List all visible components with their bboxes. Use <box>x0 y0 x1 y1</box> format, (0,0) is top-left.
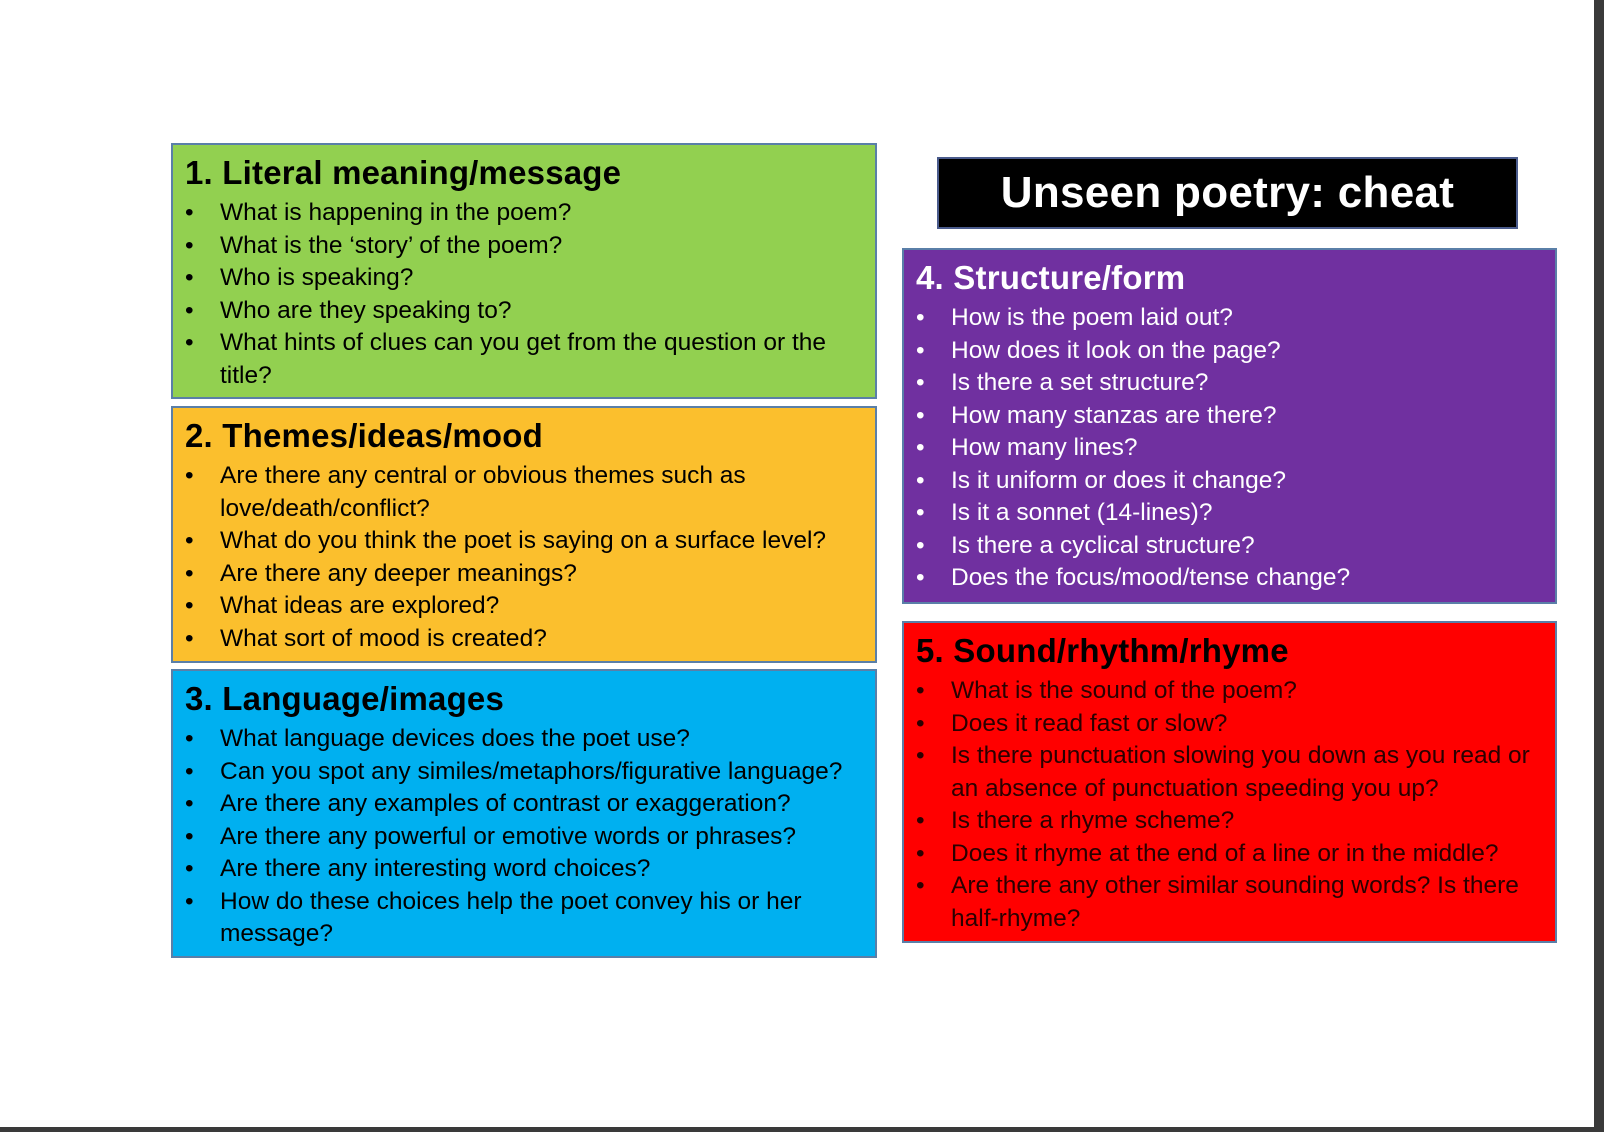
section-heading: 5. Sound/rhythm/rhyme <box>916 632 1289 669</box>
section-language <box>171 669 877 958</box>
section-heading: 4. Structure/form <box>916 259 1186 296</box>
list-item: • What is the ‘story’ of the poem? <box>185 230 861 263</box>
question-list <box>185 460 861 655</box>
list-item: • Is there punctuation slowing you down as you read or an absence of punctuation speeding you up? <box>916 740 1541 805</box>
list-item: • How is the poem laid out? <box>916 302 1541 335</box>
question-list <box>916 675 1541 935</box>
list-item: • Are there any central or obvious themes such as love/death/conflict? <box>185 460 861 525</box>
list-item: • How do these choices help the poet convey his or her message? <box>185 886 861 951</box>
list-item: • Can you spot any similes/metaphors/figurative language? <box>185 756 861 789</box>
list-item: • How does it look on the page? <box>916 335 1541 368</box>
list-item: • What do you think the poet is saying on a surface level? <box>185 525 861 558</box>
list-item: • What hints of clues can you get from the question or the title? <box>185 327 861 392</box>
list-item: • Is there a rhyme scheme? <box>916 805 1541 838</box>
question-list <box>185 197 861 392</box>
list-item: • Who is speaking? <box>185 262 861 295</box>
list-item: • What ideas are explored? <box>185 590 861 623</box>
page-title: Unseen poetry: cheat <box>937 157 1518 229</box>
list-item: • Are there any interesting word choices? <box>185 853 861 886</box>
list-item: • Does the focus/mood/tense change? <box>916 562 1541 595</box>
list-item: • Who are they speaking to? <box>185 295 861 328</box>
list-item: • Does it read fast or slow? <box>916 708 1541 741</box>
section-themes <box>171 406 877 663</box>
list-item: • Are there any examples of contrast or exaggeration? <box>185 788 861 821</box>
question-list <box>185 723 861 951</box>
list-item: • Is it uniform or does it change? <box>916 465 1541 498</box>
section-heading: 1. Literal meaning/message <box>185 154 622 191</box>
list-item: • Is there a set structure? <box>916 367 1541 400</box>
list-item: • What is the sound of the poem? <box>916 675 1541 708</box>
question-list <box>916 302 1541 595</box>
list-item: • Is it a sonnet (14-lines)? <box>916 497 1541 530</box>
section-heading: 2. Themes/ideas/mood <box>185 417 543 454</box>
section-heading: 3. Language/images <box>185 680 505 717</box>
section-sound <box>902 621 1557 943</box>
list-item: • What language devices does the poet use? <box>185 723 861 756</box>
list-item: • How many stanzas are there? <box>916 400 1541 433</box>
list-item: • Are there any other similar sounding words? Is there half-rhyme? <box>916 870 1541 935</box>
list-item: • Does it rhyme at the end of a line or in the middle? <box>916 838 1541 871</box>
page-edge <box>0 1127 1604 1132</box>
list-item: • What sort of mood is created? <box>185 623 861 656</box>
list-item: • How many lines? <box>916 432 1541 465</box>
page-edge <box>1594 0 1604 1132</box>
list-item: • What is happening in the poem? <box>185 197 861 230</box>
list-item: • Are there any deeper meanings? <box>185 558 861 591</box>
list-item: • Are there any powerful or emotive words or phrases? <box>185 821 861 854</box>
section-structure <box>902 248 1557 604</box>
section-literal-meaning <box>171 143 877 399</box>
list-item: • Is there a cyclical structure? <box>916 530 1541 563</box>
